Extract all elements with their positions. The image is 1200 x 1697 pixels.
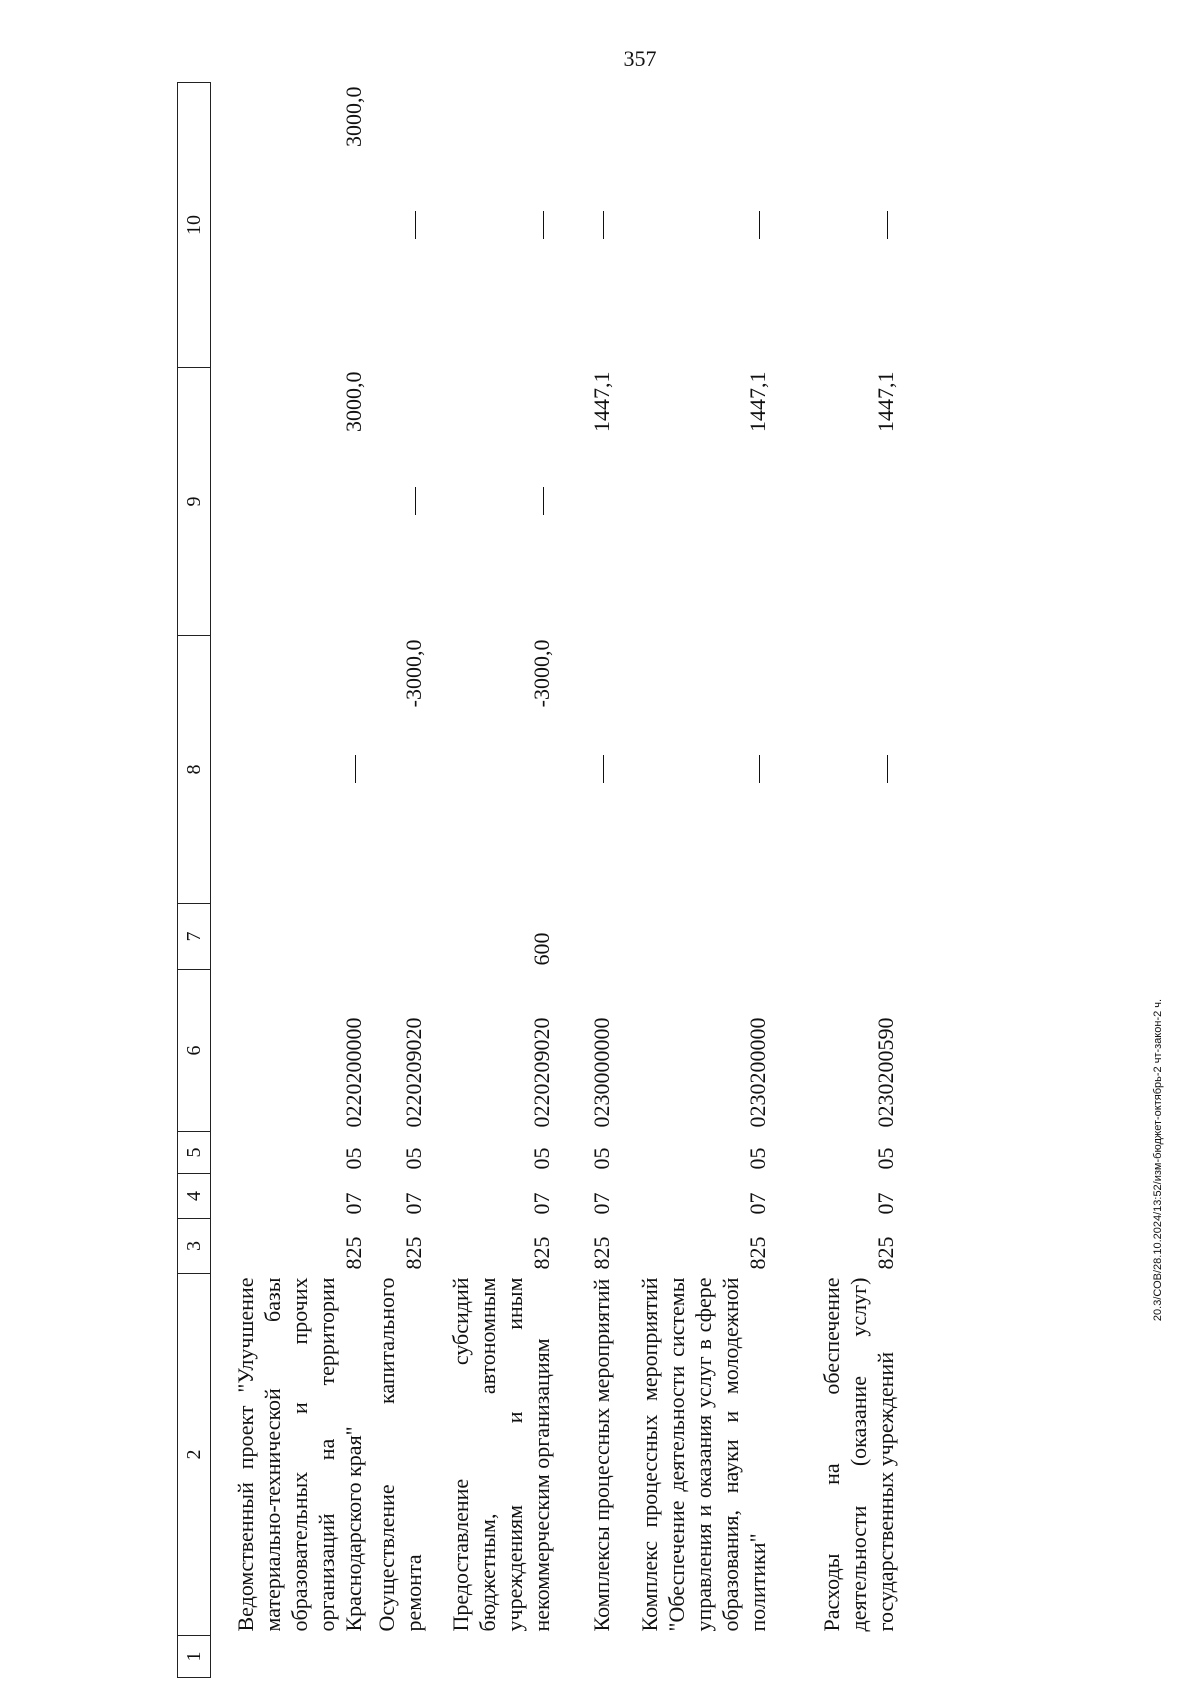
cell-col10: 3000,0 <box>340 86 366 147</box>
page-number: 357 <box>623 46 657 71</box>
cell-empty <box>615 1636 771 1678</box>
cell-col4: 07 <box>340 1192 366 1215</box>
cell-col4: 07 <box>588 1192 614 1215</box>
cell-col7 <box>615 904 771 970</box>
cell-col6: 0220209020 <box>400 1017 426 1128</box>
cell-empty <box>367 1636 427 1678</box>
cell-col4: 07 <box>744 1192 770 1215</box>
cell-col6: 0220209020 <box>528 1017 554 1128</box>
column-header: 9 <box>178 368 211 636</box>
cell-col7 <box>555 904 615 970</box>
cell-col9: 1447,1 <box>588 371 614 432</box>
row-description: Комплексы процессных мероприятий <box>588 1278 614 1632</box>
column-header: 3 <box>178 1219 211 1274</box>
cell-col8 <box>771 636 899 904</box>
cell-col3: 825 <box>588 1236 614 1270</box>
column-header: 2 <box>178 1274 211 1636</box>
cell-col5: 05 <box>744 1147 770 1170</box>
cell-empty <box>211 1636 367 1678</box>
row-description: Осуществление капитального ремонта <box>373 1277 426 1632</box>
footer-document-code: 20.3/СОВ/28.10.2024/13:52/изм-бюджет-октябрь-2 чт-закон-2 ч. <box>1152 998 1164 1322</box>
cell-col4: 07 <box>400 1192 426 1215</box>
cell-empty <box>555 1636 615 1678</box>
column-header: 4 <box>178 1174 211 1219</box>
column-header: 5 <box>178 1132 211 1174</box>
cell-col5: 05 <box>400 1147 426 1170</box>
dash-mark <box>603 211 604 239</box>
cell-col3: 825 <box>340 1236 366 1270</box>
cell-col6: 0220200000 <box>340 1017 366 1128</box>
cell-col5: 05 <box>340 1147 366 1170</box>
cell-col4: 07 <box>528 1192 554 1215</box>
cell-col6: 0230200000 <box>744 1017 770 1128</box>
cell-col4: 07 <box>872 1192 898 1215</box>
row-description: Расходы на обеспечение деятельности (оказание услуг) государственных учреждений <box>818 1277 898 1632</box>
cell-col10 <box>615 83 771 368</box>
cell-col3: 825 <box>744 1236 770 1270</box>
dash-mark <box>415 211 416 239</box>
cell-empty <box>427 1636 555 1678</box>
column-header: 7 <box>178 904 211 970</box>
dash-mark <box>543 488 544 516</box>
dash-mark <box>887 211 888 239</box>
dash-mark <box>355 756 356 784</box>
cell-col8: -3000,0 <box>528 639 554 708</box>
row-description: Предоставление субсидий бюджетным, автономным учреждениям и иным некоммерческим организациям <box>447 1277 554 1632</box>
dash-mark <box>887 756 888 784</box>
cell-col9: 1447,1 <box>744 371 770 432</box>
cell-col9: 1447,1 <box>872 371 898 432</box>
cell-col7 <box>367 904 427 970</box>
row-description: Ведомственный проект "Улучшение материально-технической базы образовательных и прочих организаций на территории Краснодарского края" <box>232 1277 366 1632</box>
dash-mark <box>543 211 544 239</box>
cell-col9 <box>367 368 427 636</box>
cell-col7: 600 <box>528 932 554 966</box>
cell-col5: 05 <box>528 1147 554 1170</box>
table-row <box>771 83 899 1678</box>
cell-col10 <box>367 83 427 368</box>
table-row <box>615 83 771 1678</box>
row-description: Комплекс процессных мероприятий "Обеспечение деятельности системы управления и оказания услуг в сфере образования, науки и молодежной политики" <box>636 1277 770 1632</box>
cell-col8 <box>615 636 771 904</box>
cell-col3: 825 <box>872 1236 898 1270</box>
column-header: 10 <box>178 83 211 368</box>
column-header: 8 <box>178 636 211 904</box>
cell-col10 <box>771 83 899 368</box>
cell-col3: 825 <box>400 1236 426 1270</box>
cell-col3: 825 <box>528 1236 554 1270</box>
cell-col10 <box>555 83 615 368</box>
budget-table <box>177 82 899 1678</box>
cell-col6: 0230000000 <box>588 1017 614 1128</box>
dash-mark <box>415 488 416 516</box>
table-row <box>555 83 615 1678</box>
cell-col8 <box>555 636 615 904</box>
cell-col8: -3000,0 <box>400 639 426 708</box>
cell-col5: 05 <box>872 1147 898 1170</box>
header-row <box>178 83 211 1678</box>
dash-mark <box>759 211 760 239</box>
dash-mark <box>759 756 760 784</box>
cell-col6: 0230200590 <box>872 1017 898 1128</box>
cell-col10 <box>427 83 555 368</box>
cell-col5: 05 <box>588 1147 614 1170</box>
cell-col7 <box>771 904 899 970</box>
table-row <box>211 83 367 1678</box>
column-header: 6 <box>178 970 211 1132</box>
column-header: 1 <box>178 1636 211 1678</box>
cell-col7 <box>211 904 367 970</box>
cell-col9 <box>427 368 555 636</box>
table-row <box>427 83 555 1678</box>
table-row <box>367 83 427 1678</box>
cell-col8 <box>211 636 367 904</box>
dash-mark <box>603 756 604 784</box>
cell-col9: 3000,0 <box>340 371 366 432</box>
budget-table-container <box>177 83 1017 1678</box>
cell-empty <box>771 1636 899 1678</box>
